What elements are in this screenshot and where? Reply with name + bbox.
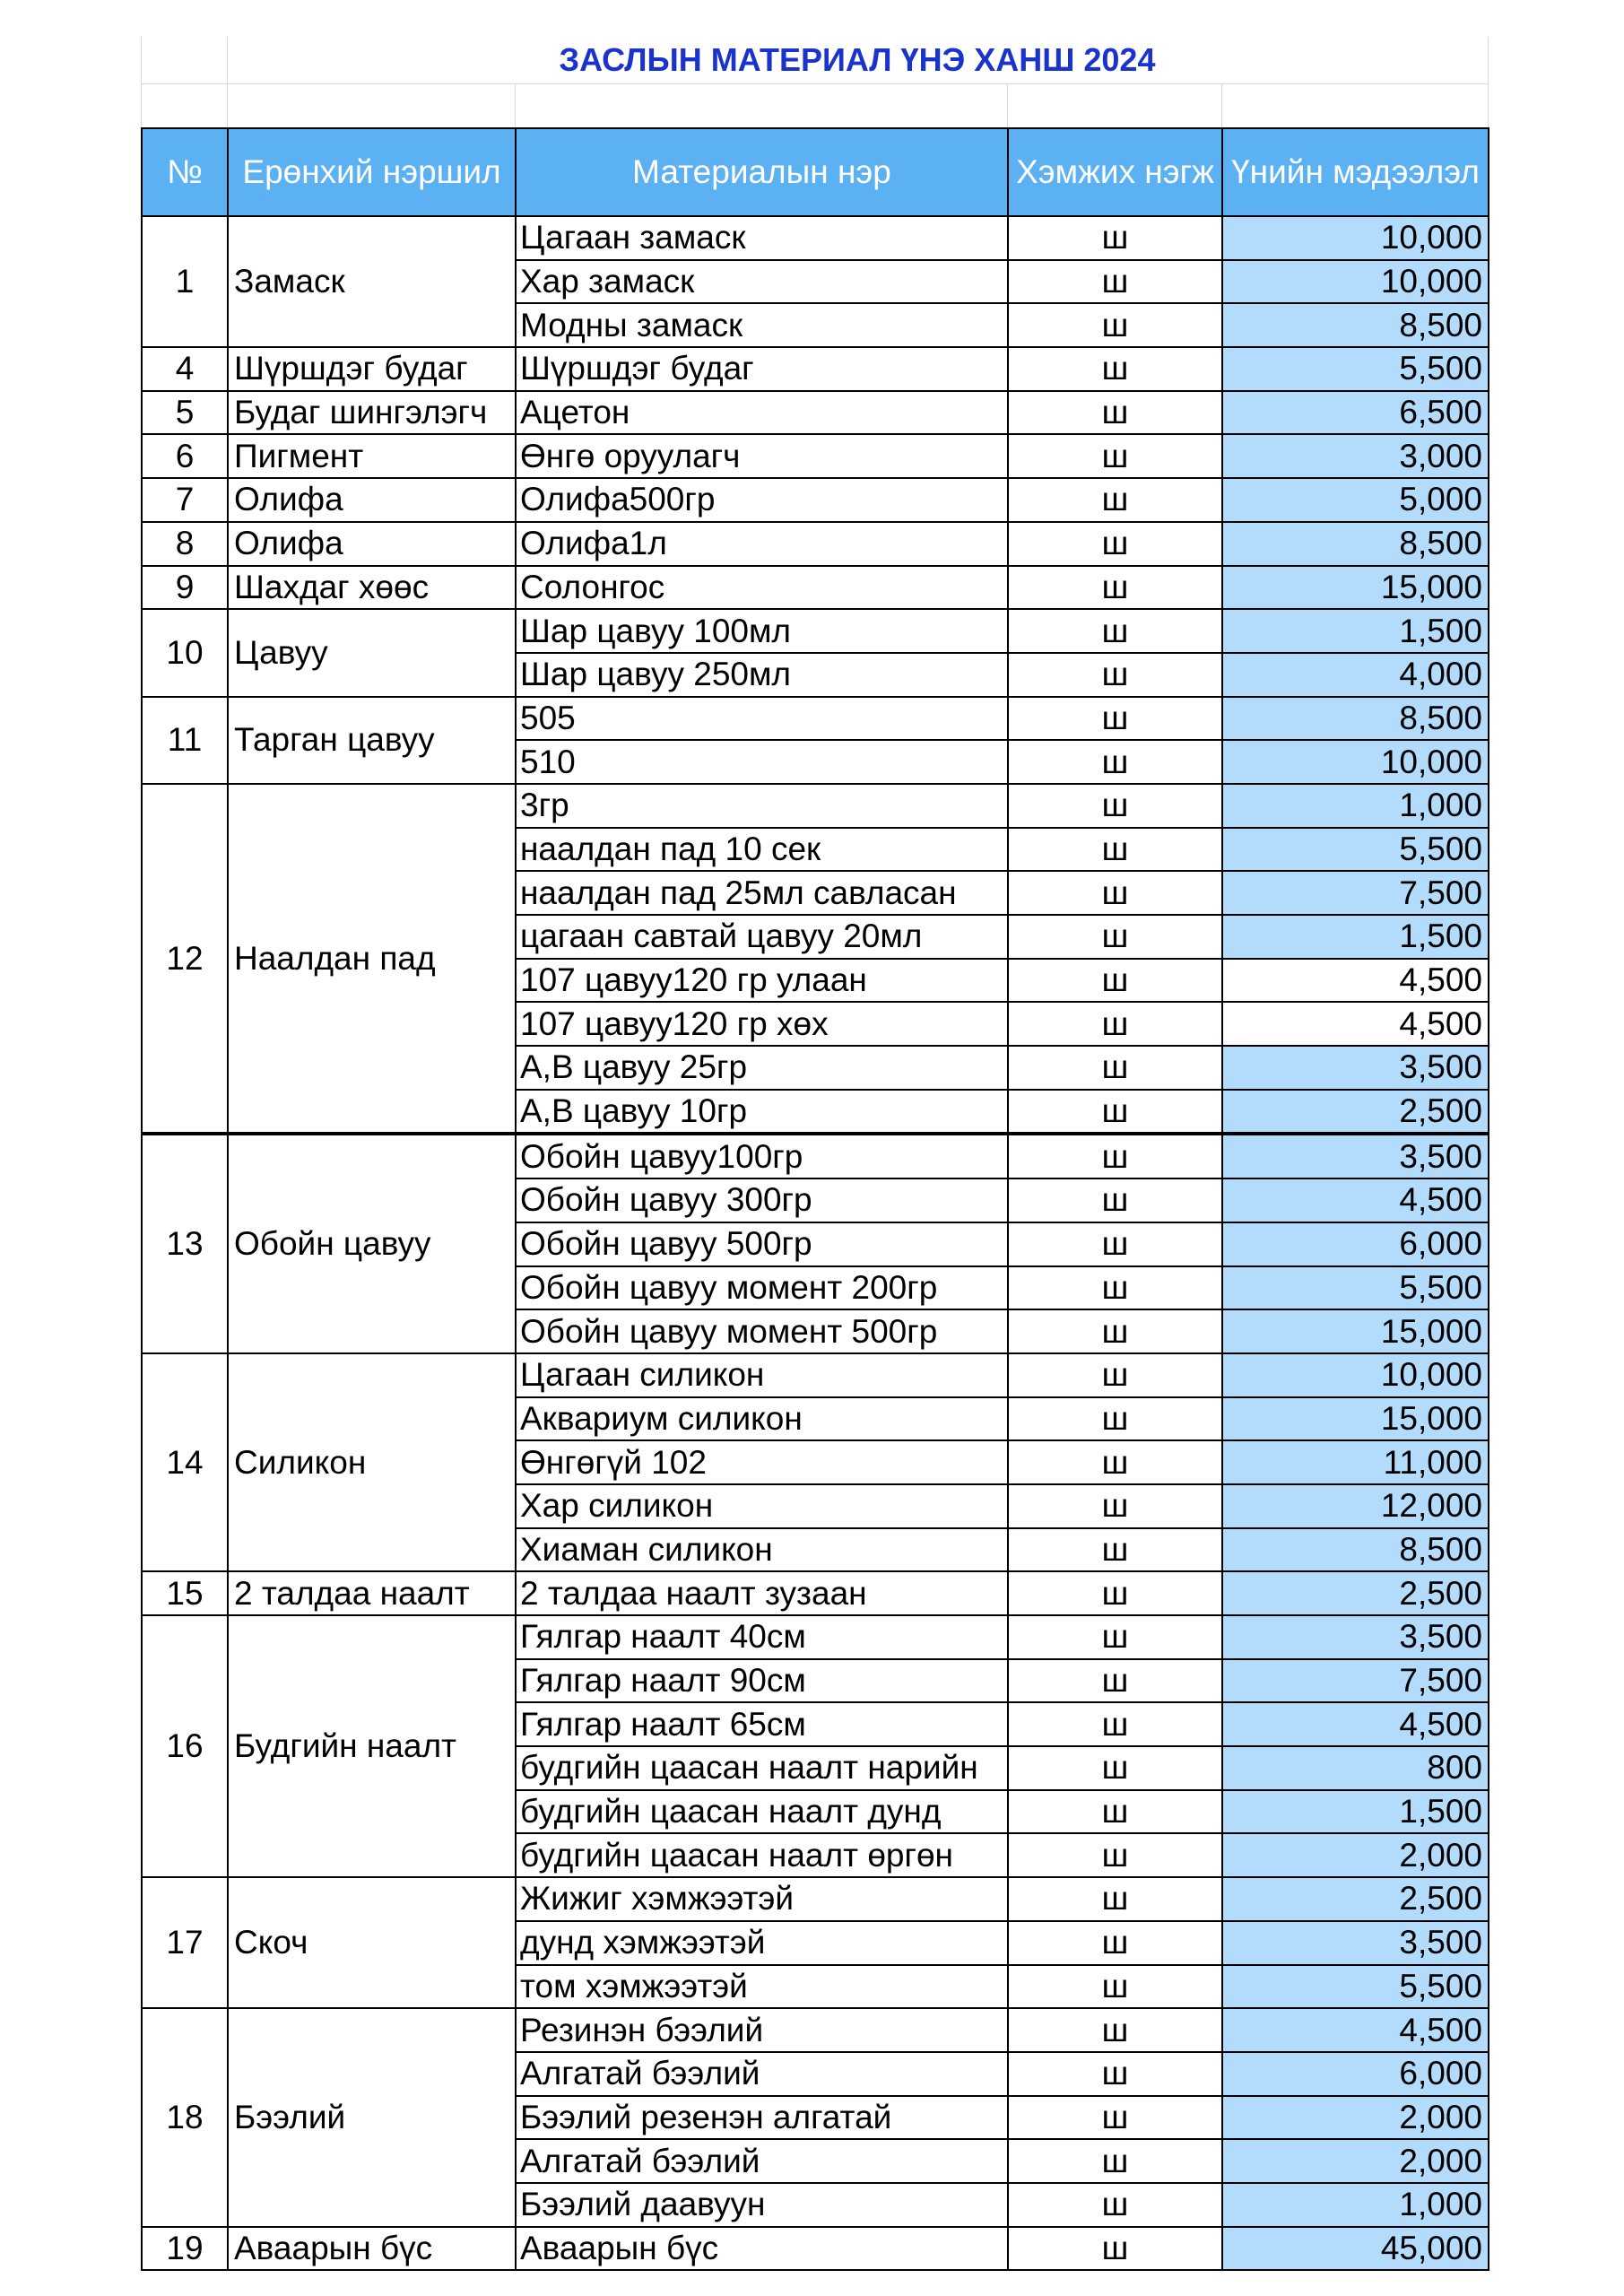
row-price: 3,000 xyxy=(1222,434,1489,478)
table-row xyxy=(142,2227,1489,2271)
row-price: 4,500 xyxy=(1222,959,1489,1003)
row-price: 4,500 xyxy=(1222,1702,1489,1746)
row-price: 4,500 xyxy=(1222,1178,1489,1222)
row-material: Обойн цавуу момент 500гр xyxy=(516,1309,1008,1353)
row-category: Аваарын бүс xyxy=(228,2227,516,2271)
row-material: Цагаан силикон xyxy=(516,1353,1008,1397)
row-number: 18 xyxy=(142,2008,228,2226)
row-material: Цагаан замаск xyxy=(516,216,1008,260)
row-number: 8 xyxy=(142,522,228,566)
row-price: 5,500 xyxy=(1222,1965,1489,2009)
row-unit: ш xyxy=(1008,784,1222,828)
row-unit: ш xyxy=(1008,653,1222,697)
table-row xyxy=(142,216,1489,260)
row-price: 15,000 xyxy=(1222,1397,1489,1441)
row-unit: ш xyxy=(1008,216,1222,260)
row-number: 1 xyxy=(142,216,228,347)
row-category: Олифа xyxy=(228,478,516,522)
row-material: дунд хэмжээтэй xyxy=(516,1921,1008,1965)
row-unit: ш xyxy=(1008,1178,1222,1222)
row-category: Замаск xyxy=(228,216,516,347)
row-number: 4 xyxy=(142,347,228,391)
row-material: Солонгос xyxy=(516,566,1008,610)
header-material: Материалын нэр xyxy=(516,128,1008,216)
row-price: 10,000 xyxy=(1222,216,1489,260)
row-number: 13 xyxy=(142,1134,228,1352)
row-material: наалдан пад 10 сек xyxy=(516,828,1008,872)
row-unit: ш xyxy=(1008,2183,1222,2227)
row-category: Будаг шингэлэгч xyxy=(228,391,516,435)
row-unit: ш xyxy=(1008,1046,1222,1090)
row-price: 1,500 xyxy=(1222,1790,1489,1834)
row-unit: ш xyxy=(1008,1266,1222,1310)
row-unit: ш xyxy=(1008,1222,1222,1266)
row-unit: ш xyxy=(1008,303,1222,347)
row-price: 1,000 xyxy=(1222,2183,1489,2227)
row-unit: ш xyxy=(1008,347,1222,391)
table-row xyxy=(142,522,1489,566)
row-price: 11,000 xyxy=(1222,1440,1489,1484)
title-row xyxy=(141,37,1488,84)
row-material: 107 цавуу120 гр улаан xyxy=(516,959,1008,1003)
row-price: 3,500 xyxy=(1222,1134,1489,1178)
row-unit: ш xyxy=(1008,1528,1222,1572)
row-number: 6 xyxy=(142,434,228,478)
row-price: 5,500 xyxy=(1222,828,1489,872)
row-material: Шүршдэг будаг xyxy=(516,347,1008,391)
row-unit: ш xyxy=(1008,1702,1222,1746)
table-row xyxy=(142,434,1489,478)
row-unit: ш xyxy=(1008,1833,1222,1877)
row-price: 3,500 xyxy=(1222,1046,1489,1090)
row-material: Олифа500гр xyxy=(516,478,1008,522)
row-unit: ш xyxy=(1008,1965,1222,2009)
table-body xyxy=(142,216,1489,2270)
row-material: Алгатай бээлий xyxy=(516,2139,1008,2183)
row-material: будгийн цаасан наалт дунд xyxy=(516,1790,1008,1834)
row-number: 17 xyxy=(142,1877,228,2008)
row-number: 5 xyxy=(142,391,228,435)
table-row xyxy=(142,347,1489,391)
row-unit: ш xyxy=(1008,2096,1222,2140)
row-unit: ш xyxy=(1008,566,1222,610)
table-row xyxy=(142,1877,1489,1921)
row-unit: ш xyxy=(1008,1659,1222,1703)
row-price: 7,500 xyxy=(1222,1659,1489,1703)
row-unit: ш xyxy=(1008,697,1222,741)
row-unit: ш xyxy=(1008,434,1222,478)
row-material: Обойн цавуу 300гр xyxy=(516,1178,1008,1222)
row-price: 2,500 xyxy=(1222,1090,1489,1135)
row-price: 8,500 xyxy=(1222,697,1489,741)
table-row xyxy=(142,478,1489,522)
row-price: 5,500 xyxy=(1222,347,1489,391)
row-material: A,B цавуу 10гр xyxy=(516,1090,1008,1135)
row-category: Бээлий xyxy=(228,2008,516,2226)
row-material: 2 талдаа наалт зузаан xyxy=(516,1571,1008,1615)
row-number: 15 xyxy=(142,1571,228,1615)
sheet-title: ЗАСЛЫН МАТЕРИАЛ ҮНЭ ХАНШ 2024 xyxy=(559,41,1156,78)
table-row xyxy=(142,697,1489,741)
row-material: цагаан савтай цавуу 20мл xyxy=(516,915,1008,959)
price-table xyxy=(141,127,1489,2271)
row-category: Цавуу xyxy=(228,609,516,696)
row-price: 1,000 xyxy=(1222,784,1489,828)
row-unit: ш xyxy=(1008,1397,1222,1441)
row-unit: ш xyxy=(1008,1615,1222,1659)
table-row xyxy=(142,1353,1489,1397)
row-price: 2,000 xyxy=(1222,2139,1489,2183)
row-material: 107 цавуу120 гр хөх xyxy=(516,1002,1008,1046)
row-price: 6,500 xyxy=(1222,391,1489,435)
row-price: 45,000 xyxy=(1222,2227,1489,2271)
row-category: Скоч xyxy=(228,1877,516,2008)
row-price: 8,500 xyxy=(1222,303,1489,347)
table-row xyxy=(142,784,1489,828)
row-number: 16 xyxy=(142,1615,228,1877)
row-unit: ш xyxy=(1008,1134,1222,1178)
row-material: Өнгөгүй 102 xyxy=(516,1440,1008,1484)
row-unit: ш xyxy=(1008,1921,1222,1965)
row-price: 4,000 xyxy=(1222,653,1489,697)
table-row xyxy=(142,566,1489,610)
row-number: 11 xyxy=(142,697,228,784)
row-material: будгийн цаасан наалт нарийн xyxy=(516,1746,1008,1790)
row-category: Шүршдэг будаг xyxy=(228,347,516,391)
row-category: Пигмент xyxy=(228,434,516,478)
row-price: 10,000 xyxy=(1222,260,1489,304)
table-row xyxy=(142,2008,1489,2052)
row-price: 2,500 xyxy=(1222,1877,1489,1921)
row-unit: ш xyxy=(1008,391,1222,435)
row-price: 6,000 xyxy=(1222,2052,1489,2096)
row-category: 2 талдаа наалт xyxy=(228,1571,516,1615)
row-price: 1,500 xyxy=(1222,609,1489,653)
row-unit: ш xyxy=(1008,2139,1222,2183)
row-price: 2,000 xyxy=(1222,1833,1489,1877)
header-price: Үнийн мэдээлэл xyxy=(1222,128,1489,216)
table-row xyxy=(142,1134,1489,1178)
row-unit: ш xyxy=(1008,2008,1222,2052)
row-unit: ш xyxy=(1008,1090,1222,1135)
row-price: 2,500 xyxy=(1222,1571,1489,1615)
row-unit: ш xyxy=(1008,522,1222,566)
row-material: Алгатай бээлий xyxy=(516,2052,1008,2096)
header-category: Ерөнхий нэршил xyxy=(228,128,516,216)
table-row xyxy=(142,1615,1489,1659)
row-material: Обойн цавуу100гр xyxy=(516,1134,1008,1178)
row-material: Хиаман силикон xyxy=(516,1528,1008,1572)
row-category: Будгийн наалт xyxy=(228,1615,516,1877)
row-price: 10,000 xyxy=(1222,740,1489,784)
row-material: Бээлий резенэн алгатай xyxy=(516,2096,1008,2140)
row-number: 19 xyxy=(142,2227,228,2271)
row-material: Олифа1л xyxy=(516,522,1008,566)
row-material: Бээлий даавуун xyxy=(516,2183,1008,2227)
row-material: Модны замаск xyxy=(516,303,1008,347)
row-material: Шар цавуу 100мл xyxy=(516,609,1008,653)
row-unit: ш xyxy=(1008,260,1222,304)
row-material: Ацетон xyxy=(516,391,1008,435)
row-price: 12,000 xyxy=(1222,1484,1489,1528)
row-price: 4,500 xyxy=(1222,1002,1489,1046)
table-row xyxy=(142,391,1489,435)
row-material: 505 xyxy=(516,697,1008,741)
row-price: 15,000 xyxy=(1222,1309,1489,1353)
row-price: 3,500 xyxy=(1222,1615,1489,1659)
row-price: 5,500 xyxy=(1222,1266,1489,1310)
row-price: 800 xyxy=(1222,1746,1489,1790)
row-material: Обойн цавуу момент 200гр xyxy=(516,1266,1008,1310)
row-price: 8,500 xyxy=(1222,1528,1489,1572)
row-unit: ш xyxy=(1008,915,1222,959)
row-material: Гялгар наалт 65см xyxy=(516,1702,1008,1746)
row-unit: ш xyxy=(1008,828,1222,872)
row-material: 510 xyxy=(516,740,1008,784)
row-price: 2,000 xyxy=(1222,2096,1489,2140)
header-no: № xyxy=(142,128,228,216)
row-unit: ш xyxy=(1008,1309,1222,1353)
row-unit: ш xyxy=(1008,1440,1222,1484)
row-unit: ш xyxy=(1008,1484,1222,1528)
row-unit: ш xyxy=(1008,478,1222,522)
row-price: 6,000 xyxy=(1222,1222,1489,1266)
row-unit: ш xyxy=(1008,1746,1222,1790)
empty-row xyxy=(141,83,1488,128)
row-unit: ш xyxy=(1008,2052,1222,2096)
row-unit: ш xyxy=(1008,740,1222,784)
row-category: Олифа xyxy=(228,522,516,566)
row-number: 14 xyxy=(142,1353,228,1571)
row-material: том хэмжээтэй xyxy=(516,1965,1008,2009)
row-material: Аваарын бүс xyxy=(516,2227,1008,2271)
row-unit: ш xyxy=(1008,959,1222,1003)
row-material: 3гр xyxy=(516,784,1008,828)
header-unit: Хэмжих нэгж xyxy=(1008,128,1222,216)
table-row xyxy=(142,609,1489,653)
row-material: наалдан пад 25мл савласан xyxy=(516,871,1008,915)
row-unit: ш xyxy=(1008,1002,1222,1046)
row-unit: ш xyxy=(1008,1353,1222,1397)
row-material: Гялгар наалт 40см xyxy=(516,1615,1008,1659)
row-number: 7 xyxy=(142,478,228,522)
table-row xyxy=(142,1571,1489,1615)
row-material: Обойн цавуу 500гр xyxy=(516,1222,1008,1266)
row-material: Гялгар наалт 90см xyxy=(516,1659,1008,1703)
row-unit: ш xyxy=(1008,1571,1222,1615)
row-material: A,B цавуу 25гр xyxy=(516,1046,1008,1090)
row-material: будгийн цаасан наалт өргөн xyxy=(516,1833,1008,1877)
row-unit: ш xyxy=(1008,871,1222,915)
row-category: Обойн цавуу xyxy=(228,1134,516,1352)
row-material: Резинэн бээлий xyxy=(516,2008,1008,2052)
row-price: 4,500 xyxy=(1222,2008,1489,2052)
row-number: 9 xyxy=(142,566,228,610)
row-unit: ш xyxy=(1008,1790,1222,1834)
row-material: Жижиг хэмжээтэй xyxy=(516,1877,1008,1921)
row-price: 7,500 xyxy=(1222,871,1489,915)
row-number: 10 xyxy=(142,609,228,696)
row-price: 15,000 xyxy=(1222,566,1489,610)
row-material: Аквариум силикон xyxy=(516,1397,1008,1441)
row-unit: ш xyxy=(1008,609,1222,653)
row-category: Наалдан пад xyxy=(228,784,516,1135)
row-material: Шар цавуу 250мл xyxy=(516,653,1008,697)
row-price: 5,000 xyxy=(1222,478,1489,522)
row-category: Тарган цавуу xyxy=(228,697,516,784)
row-price: 10,000 xyxy=(1222,1353,1489,1397)
row-category: Силикон xyxy=(228,1353,516,1571)
row-unit: ш xyxy=(1008,1877,1222,1921)
row-price: 1,500 xyxy=(1222,915,1489,959)
row-price: 8,500 xyxy=(1222,522,1489,566)
row-material: Хар силикон xyxy=(516,1484,1008,1528)
row-price: 3,500 xyxy=(1222,1921,1489,1965)
row-number: 12 xyxy=(142,784,228,1135)
row-material: Өнгө оруулагч xyxy=(516,434,1008,478)
header-row xyxy=(142,128,1489,216)
row-category: Шахдаг хөөс xyxy=(228,566,516,610)
row-material: Хар замаск xyxy=(516,260,1008,304)
row-unit: ш xyxy=(1008,2227,1222,2271)
